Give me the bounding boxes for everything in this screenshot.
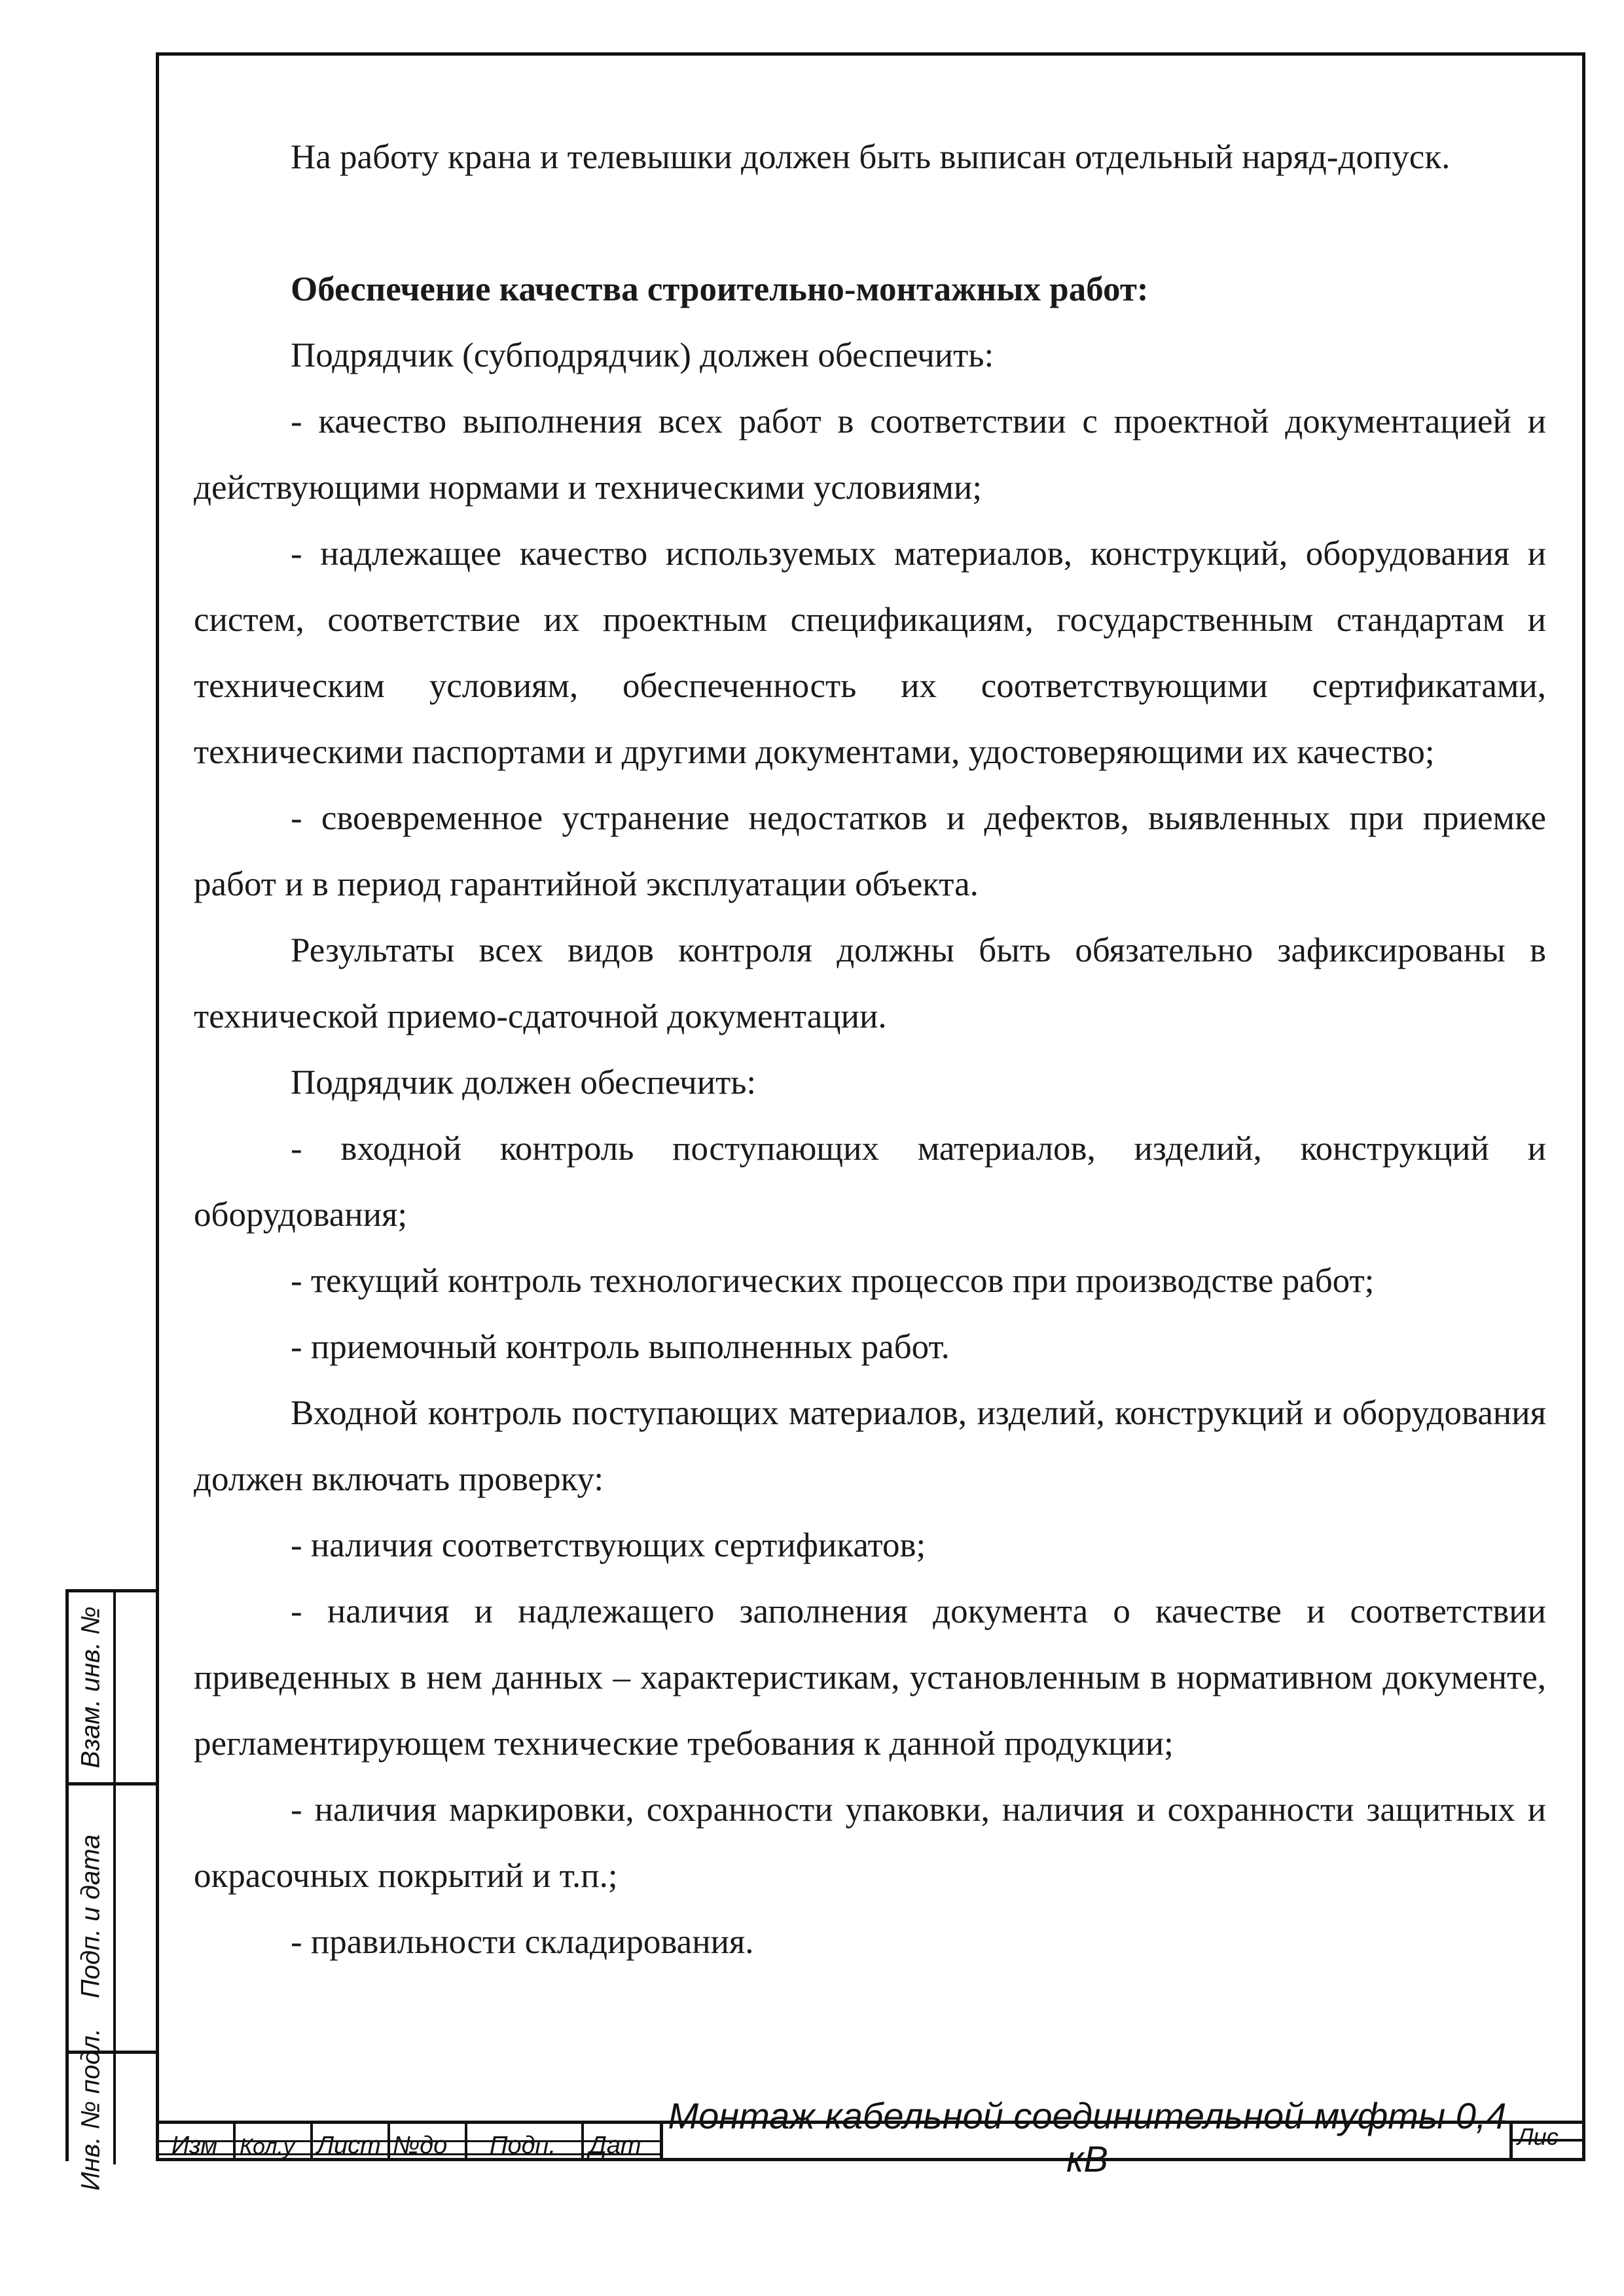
side-stamp-original-inventory-label: Инв. № подл. xyxy=(76,2028,105,2191)
paragraph: На работу крана и телевышки должен быть выписан отдельный наряд-допуск. xyxy=(291,138,1451,176)
document-body xyxy=(194,124,1546,1975)
title-block-dat-label: Дат xyxy=(589,2132,641,2159)
title-block-line xyxy=(388,2121,390,2161)
sheet-label: Лис xyxy=(1517,2123,1559,2150)
list-item: - входной контроль поступающих материалов, изделий, конструкций и оборудования; xyxy=(194,1130,1546,1234)
paragraph: Подрядчик (субподрядчик) должен обеспечить: xyxy=(291,336,994,374)
list-item: - наличия маркировки, сохранности упаковки, наличия и сохранности защитных и окрасочных покрытий и т.п.; xyxy=(194,1791,1546,1895)
side-stamp-replacement-label: Взам. инв. № xyxy=(76,1606,105,1768)
spacer xyxy=(194,190,1546,257)
list-item: - качество выполнения всех работ в соответствии с проектной документацией и действующими нормами и техническими условиями; xyxy=(194,403,1546,507)
list-item: - текущий контроль технологических процессов при производстве работ; xyxy=(291,1262,1375,1300)
section-heading: Обеспечение качества строительно-монтажных работ: xyxy=(291,270,1149,308)
side-stamp-divider xyxy=(113,1592,116,2164)
title-block-ndoc-label: №до xyxy=(393,2132,448,2159)
document-title: Монтаж кабельной соединительной муфты 0,4 кВ xyxy=(668,2095,1507,2179)
list-item: - надлежащее качество используемых материалов, конструкций, оборудования и систем, соответствие их проектным спецификациям, государственным стандартам и техническим условиям, обеспеченность их соответствующими сертификатами, техническими паспортами и другими документами, удостоверяющими их качество; xyxy=(194,535,1546,771)
title-block-line xyxy=(310,2121,313,2161)
paragraph: Входной контроль поступающих материалов, изделий, конструкций и оборудования должен включать проверку: xyxy=(194,1394,1546,1498)
title-block-line xyxy=(233,2121,236,2161)
list-item: - наличия и надлежащего заполнения документа о качестве и соответствии приведенных в нем данных – характеристикам, установленным в нормативном документе, регламентирующем технические требования к данной продукции; xyxy=(194,1592,1546,1763)
title-block-line xyxy=(465,2121,467,2161)
title-block-podp-label: Подп. xyxy=(490,2132,556,2159)
list-item: - наличия соответствующих сертификатов; xyxy=(291,1526,926,1564)
paragraph: Подрядчик должен обеспечить: xyxy=(291,1064,757,1102)
title-block-izm-label: Изм xyxy=(171,2132,218,2159)
title-block-kolu-label: Кол.у xyxy=(240,2134,295,2159)
side-stamp-divider xyxy=(69,1782,159,1785)
title-block-list-label: Лист xyxy=(317,2132,381,2159)
paragraph: Результаты всех видов контроля должны быть обязательно зафиксированы в технической приемо-сдаточной документации. xyxy=(194,931,1546,1035)
list-item: - правильности складирования. xyxy=(291,1923,754,1961)
list-item: - своевременное устранение недостатков и дефектов, выявленных при приемке работ и в период гарантийной эксплуатации объекта. xyxy=(194,799,1546,903)
title-block-line xyxy=(581,2121,584,2161)
side-stamp xyxy=(65,1589,156,2191)
side-stamp-signature-date-label: Подп. и дата xyxy=(76,1834,105,1999)
list-item: - приемочный контроль выполненных работ. xyxy=(291,1328,950,1366)
